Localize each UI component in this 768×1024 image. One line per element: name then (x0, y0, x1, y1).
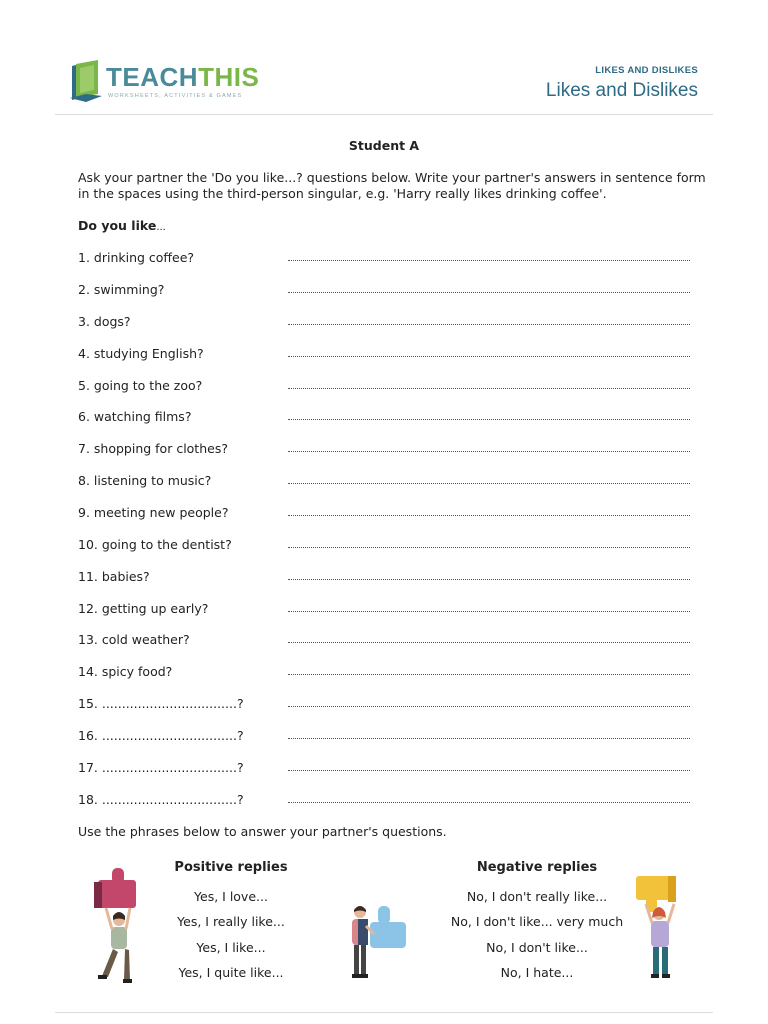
logo-wordmark: TEACHTHIS (106, 62, 260, 92)
negative-reply: No, I hate... (500, 965, 574, 980)
question-item: 8. listening to music? (78, 473, 212, 488)
instructions: Ask your partner the 'Do you like...? questions below. Write your partner's answers in sentence form in the spaces using the third-person singular, e.g. 'Harry really likes drinking coffee'. (78, 170, 706, 201)
answer-line[interactable] (288, 802, 690, 803)
negative-reply: No, I don't like... (486, 940, 588, 955)
question-item: 11. babies? (78, 569, 150, 584)
positive-reply: Yes, I love... (194, 889, 268, 904)
positive-reply: Yes, I really like... (177, 914, 285, 929)
section-heading: Student A (348, 138, 420, 153)
positive-reply: Yes, I like... (196, 940, 266, 955)
answer-line[interactable] (288, 356, 690, 357)
teachthis-logo (68, 60, 258, 104)
question-item: 15. ..................................? (78, 696, 244, 711)
positive-replies-heading: Positive replies (174, 860, 288, 875)
question-item: 1. drinking coffee? (78, 250, 195, 265)
answer-line[interactable] (288, 451, 690, 452)
answer-line[interactable] (288, 642, 690, 643)
question-item: 18. ..................................? (78, 792, 244, 807)
answer-line[interactable] (288, 770, 690, 771)
answer-line[interactable] (288, 324, 690, 325)
category-label: LIKES AND DISLIKES (595, 65, 698, 76)
answer-line[interactable] (288, 260, 690, 261)
answer-line[interactable] (288, 611, 690, 612)
answer-line[interactable] (288, 547, 690, 548)
question-item: 12. getting up early? (78, 601, 209, 616)
negative-replies-heading: Negative replies (476, 860, 598, 875)
negative-reply: No, I don't really like... (466, 889, 608, 904)
answer-line[interactable] (288, 674, 690, 675)
header-divider (55, 114, 713, 115)
question-item: 16. ..................................? (78, 728, 244, 743)
phrases-instruction: Use the phrases below to answer your partner's questions. (78, 824, 447, 839)
question-item: 5. going to the zoo? (78, 378, 203, 393)
answer-line[interactable] (288, 388, 690, 389)
question-prompt: Do you like... (78, 218, 166, 233)
question-item: 17. ..................................? (78, 760, 244, 775)
answer-line[interactable] (288, 515, 690, 516)
question-item: 3. dogs? (78, 314, 131, 329)
person-blue-thumbs-up-icon (344, 902, 414, 984)
question-item: 4. studying English? (78, 346, 204, 361)
question-item: 14. spicy food? (78, 664, 173, 679)
book-logo-icon (68, 60, 104, 102)
logo-tagline: WORKSHEETS, ACTIVITIES & GAMES (108, 93, 243, 99)
worksheet-title: Likes and Dislikes (545, 80, 698, 101)
footer-divider (55, 1012, 713, 1013)
answer-line[interactable] (288, 706, 690, 707)
question-item: 9. meeting new people? (78, 505, 229, 520)
positive-reply: Yes, I quite like... (178, 965, 284, 980)
negative-reply: No, I don't like... very much (450, 914, 624, 929)
answer-line[interactable] (288, 738, 690, 739)
question-item: 7. shopping for clothes? (78, 441, 228, 456)
answer-line[interactable] (288, 419, 690, 420)
question-item: 2. swimming? (78, 282, 165, 297)
answer-line[interactable] (288, 579, 690, 580)
answer-line[interactable] (288, 483, 690, 484)
question-item: 6. watching films? (78, 409, 192, 424)
question-item: 13. cold weather? (78, 632, 190, 647)
question-item: 10. going to the dentist? (78, 537, 232, 552)
answer-line[interactable] (288, 292, 690, 293)
